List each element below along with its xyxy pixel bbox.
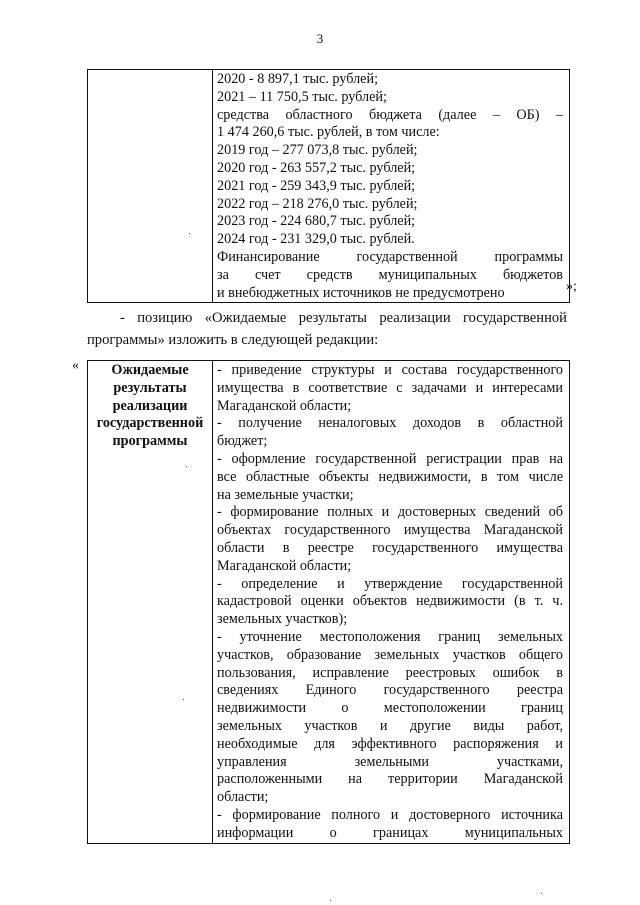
financing-line: 2024 год - 231 329,0 тыс. рублей. xyxy=(217,231,415,248)
heading-line: реализации xyxy=(112,397,188,414)
expected-results-row xyxy=(88,361,570,844)
results-line: на земельные участки; xyxy=(217,486,354,503)
financing-line: 2022 год – 218 276,0 тыс. рублей; xyxy=(217,195,418,212)
opening-quote: « xyxy=(72,358,79,373)
financing-line: и внебюджетных источников не предусмотрено xyxy=(217,284,505,301)
results-line: Магаданской области; xyxy=(217,557,352,574)
financing-line: 2021 – 11 750,5 тыс. рублей; xyxy=(217,88,387,105)
expected-results-heading-cell xyxy=(88,361,213,844)
results-line: - приведение структуры и состава государственного xyxy=(217,362,563,378)
expected-results-heading xyxy=(88,361,212,451)
heading-line: Ожидаемые xyxy=(111,362,189,378)
expected-results-text xyxy=(213,361,569,843)
financing-table xyxy=(87,69,570,303)
financing-table-left-cell xyxy=(88,70,213,303)
results-line: области; xyxy=(217,789,269,806)
financing-line: Финансирование государственной программы xyxy=(217,248,563,265)
financing-line: 2020 - 8 897,1 тыс. рублей; xyxy=(217,71,379,87)
financing-line: за счет средств муниципальных бюджетов xyxy=(217,266,563,283)
results-line: - формирование полного и достоверного источника xyxy=(217,806,563,823)
expected-results-table xyxy=(87,360,570,844)
financing-line: 2020 год - 263 557,2 тыс. рублей; xyxy=(217,159,416,176)
results-line: управления земельными участками, xyxy=(217,753,563,770)
results-line: бюджет; xyxy=(217,433,268,450)
financing-table-row xyxy=(88,70,570,303)
financing-line: 1 474 260,6 тыс. рублей, в том числе: xyxy=(217,124,440,141)
amendment-paragraph-line: программы» изложить в следующей редакции: xyxy=(87,332,379,348)
financing-line: 2023 год - 224 680,7 тыс. рублей; xyxy=(217,213,416,230)
scan-speck xyxy=(186,466,187,467)
heading-line: программы xyxy=(112,433,188,450)
financing-table-right-cell xyxy=(213,70,570,303)
results-line: пользования, исправление реестровых ошибок в xyxy=(217,664,563,681)
financing-line: средства областного бюджета (далее – ОБ) – xyxy=(217,106,563,123)
closing-quote: »; xyxy=(566,279,577,294)
results-line: - уточнение местоположения границ земельных xyxy=(217,628,563,645)
scan-speck xyxy=(330,900,331,901)
heading-line: государственной xyxy=(96,415,204,432)
results-line: кадастровой оценки объектов недвижимости (в т. ч. xyxy=(217,593,563,610)
results-line: - определение и утверждение государственной xyxy=(217,575,563,592)
financing-text xyxy=(213,70,569,302)
heading-line: результаты xyxy=(113,379,187,396)
results-line: - оформление государственной регистрации прав на xyxy=(217,450,563,467)
results-line: расположенными на территории Магаданской xyxy=(217,771,563,788)
results-line: - получение неналоговых доходов в областной xyxy=(217,415,563,432)
results-line: - формирование полных и достоверных сведений об xyxy=(217,504,563,521)
expected-results-content-cell xyxy=(213,361,570,844)
financing-line: 2019 год – 277 073,8 тыс. рублей; xyxy=(217,142,418,159)
results-line: участков, образование земельных участков общего xyxy=(217,646,563,663)
results-line: области в реестре государственного имущества xyxy=(217,539,563,556)
results-line: недвижимости о местоположении границ xyxy=(217,700,563,717)
amendment-paragraph-line: - позицию «Ожидаемые результаты реализации государственной xyxy=(120,310,567,326)
results-line: земельных участков и другие виды работ, xyxy=(217,717,563,734)
results-line: информации о границах муниципальных xyxy=(217,824,563,841)
financing-line: 2021 год - 259 343,9 тыс. рублей; xyxy=(217,177,416,194)
results-line: имущества в соответствие с задачами и интересами xyxy=(217,379,563,396)
results-line: объектах государственного имущества Магаданской xyxy=(217,522,563,539)
results-line: все областные объекты недвижимости, в том числе xyxy=(217,468,563,485)
page-number: 3 xyxy=(316,31,324,46)
results-line: сведениях Единого государственного реестра xyxy=(217,682,563,699)
results-line: Магаданской области; xyxy=(217,397,352,414)
results-line: земельных участков); xyxy=(217,611,348,628)
scan-speck xyxy=(189,233,190,234)
scan-speck xyxy=(183,699,184,700)
results-line: необходимые для эффективного распоряжения и xyxy=(217,735,563,752)
scan-speck xyxy=(541,893,542,894)
